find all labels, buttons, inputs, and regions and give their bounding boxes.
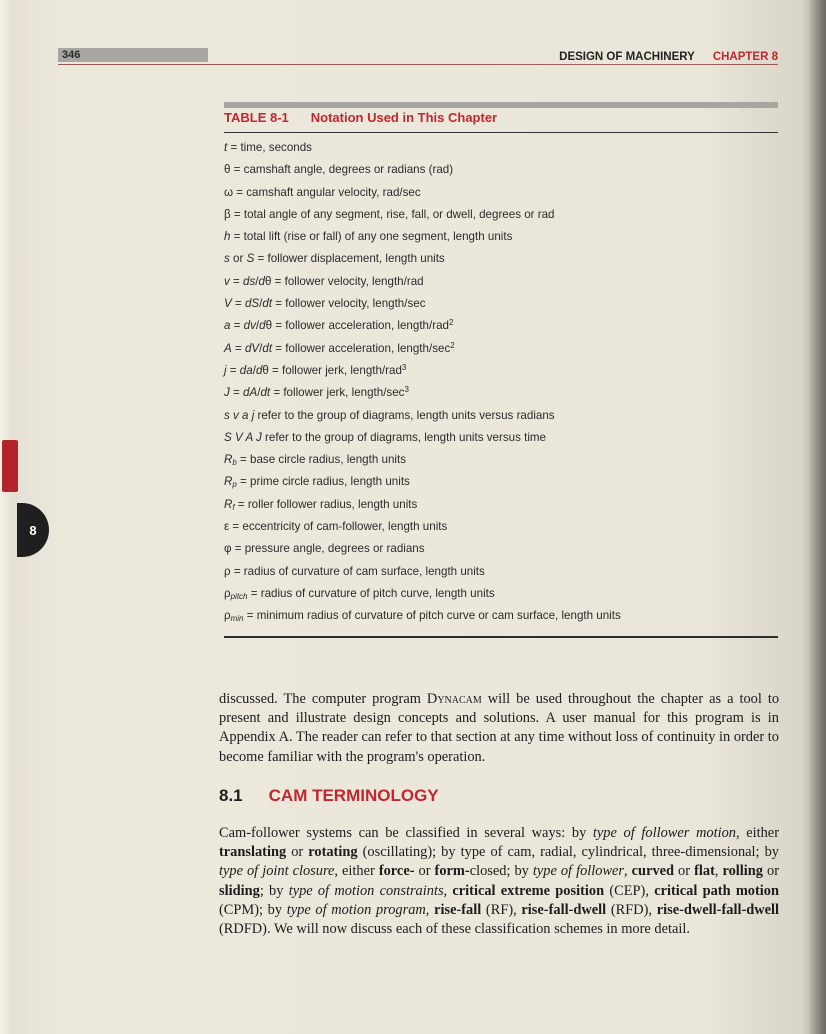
table-top-rule <box>224 102 778 108</box>
notation-row: S V A J refer to the group of diagrams, length units versus time <box>224 430 547 444</box>
header-rule <box>58 64 778 65</box>
notation-row: $R_f$ = roller follower radius, length units <box>224 497 418 512</box>
intro-paragraph <box>219 690 779 767</box>
notation-row: θ = camshaft angle, degrees or radians (rad) <box>224 163 454 177</box>
notation-row: J = dA/dt = follower jerk, length/$\sec^3$ <box>224 385 409 400</box>
notation-row: j = da/dθ = follower jerk, length/rad$^3$ <box>224 362 407 377</box>
section-title: CAM TERMINOLOGY <box>268 786 439 805</box>
notation-row: s v a j refer to the group of diagrams, length units versus radians <box>224 408 555 422</box>
notation-row: β = total angle of any segment, rise, fall, or dwell, degrees or rad <box>224 207 555 221</box>
notation-row: h = total lift (rise or fall) of any one segment, length units <box>224 230 513 244</box>
notation-row: $\rho_{min}$ = minimum radius of curvature of pitch curve or cam surface, length units <box>224 609 621 624</box>
table-number: TABLE 8-1 <box>224 110 289 125</box>
notation-row: ρ = radius of curvature of cam surface, length units <box>224 564 485 578</box>
section-heading <box>219 786 439 806</box>
notation-row: $\rho_{pitch}$ = radius of curvature of pitch curve, length units <box>224 586 495 601</box>
notation-row: $R_b$ = base circle radius, length units <box>224 453 406 468</box>
notation-row: ε = eccentricity of cam-follower, length units <box>224 520 448 534</box>
notation-row: ω = camshaft angular velocity, rad/sec <box>224 185 421 199</box>
notation-row: t = time, seconds <box>224 141 312 154</box>
notation-row: s or S = follower displacement, length units <box>224 252 445 266</box>
book-title: DESIGN OF MACHINERY <box>559 51 695 63</box>
page-number: 346 <box>62 49 81 61</box>
running-header <box>559 50 778 64</box>
notation-list <box>224 137 778 628</box>
notation-row: v = ds/dθ = follower velocity, length/rad <box>224 274 424 288</box>
table-caption <box>224 110 497 125</box>
program-name: Dynacam <box>426 691 482 707</box>
notation-row: φ = pressure angle, degrees or radians <box>224 542 425 556</box>
chapter-thumb-tab: 8 <box>17 503 49 557</box>
notation-row: a = dv/dθ = follower acceleration, length/rad$^2$ <box>224 318 454 333</box>
chapter-label: CHAPTER 8 <box>712 51 778 63</box>
page-left-margin <box>0 0 12 1034</box>
table-title: Notation Used in This Chapter <box>310 110 498 125</box>
intro-text-before: discussed. The computer program <box>219 691 427 707</box>
table-bottom-rule <box>224 636 778 638</box>
table-header-rule <box>224 132 778 133</box>
notation-row: V = dS/dt = follower velocity, length/sec <box>224 297 426 311</box>
notation-row: $R_p$ = prime circle radius, length units <box>224 475 410 490</box>
chapter-edge-marker <box>2 440 18 492</box>
page-gutter-shadow <box>808 0 826 1034</box>
page-number-bar <box>58 48 208 62</box>
section-number: 8.1 <box>219 786 243 805</box>
intro-text-after: will be used throughout the chapter as a tool to present and illustrate design concepts and solutions. A user manual for this program is in Appendix A. The reader can refer to that section at any time without loss of continuity in order to become familiar with the program's operation. <box>219 691 780 765</box>
terminology-paragraph: Cam-follower systems can be classified in several ways: by type of follower motion, either translating or rotating (oscillating); by type of cam, radial, cylindrical, three-dimensional; by type of joint closure, either force- or form-closed; by type of follower, curved or flat, rolling or sliding; by type of motion constraints, critical extreme position (CEP), critical path motion (CPM); by type of motion program, rise-fall (RF), rise-fall-dwell (RFD), rise-dwell-fall-dwell (RDFD). We will now discuss each of these classification schemes in more detail. <box>219 825 780 938</box>
notation-row: A = dV/dt = follower acceleration, length/$\sec^2$ <box>224 340 455 355</box>
